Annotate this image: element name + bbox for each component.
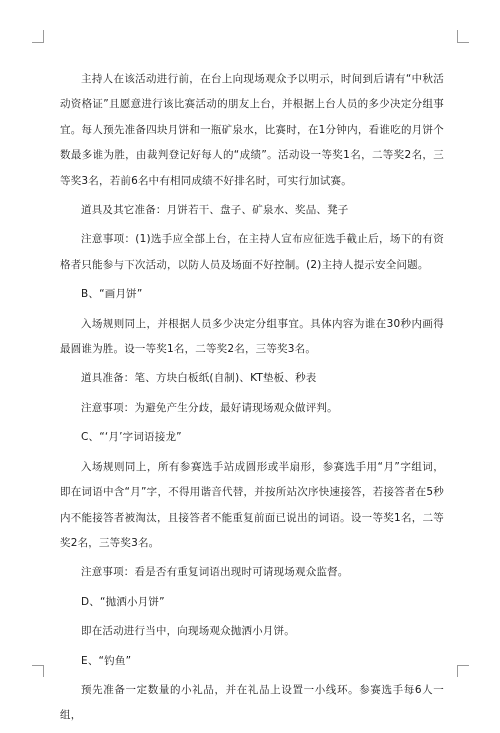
crop-mark-bottom-right-v: [457, 665, 458, 677]
crop-mark-top-right-h: [457, 42, 469, 43]
crop-mark-top-left-h: [32, 42, 44, 43]
paragraph-rules-b: 入场规则同上，并根据人员多少决定分组事宜。具体内容为谁在30秒内画得最圆谁为胜。设一等奖1名，二等奖2名，三等奖3名。: [60, 317, 444, 356]
section-heading-b: B、“画月饼”: [81, 288, 143, 301]
paragraph-content-d: 即在活动进行当中，向现场观众抛洒小月饼。: [81, 625, 295, 638]
paragraph-notes-b: 注意事项：为避免产生分歧，最好请现场观众做评判。: [81, 401, 338, 414]
paragraph-notes-a: 注意事项：(1)选手应全部上台，在主持人宣布应征选手截止后，场下的有资格者只能参与下次活动，以防人员及场面不好控制。(2)主持人提示安全问题。: [60, 233, 444, 271]
section-heading-e: E、“钓鱼”: [81, 654, 132, 667]
paragraph-content-e: 预先准备一定数量的小礼品，并在礼品上设置一小线环。参赛选手每6人一组，: [60, 683, 444, 722]
paragraph-notes-c: 注意事项：看是否有重复词语出现时可请现场观众监督。: [81, 566, 349, 579]
crop-mark-bottom-left-v: [43, 665, 44, 677]
crop-mark-bottom-right-h: [457, 665, 469, 666]
crop-mark-top-right-v: [457, 30, 458, 42]
section-heading-c: C、“‘月’字词语接龙”: [81, 431, 182, 444]
document-body: [60, 67, 444, 733]
paragraph-props-b: 道具准备：笔、方块白板纸(自制)、KT垫板、秒表: [81, 372, 317, 385]
section-heading-d: D、“抛洒小月饼”: [81, 595, 165, 608]
paragraph-host-intro: 主持人在该活动进行前，在台上向现场观众予以明示，时间到后请有“中秋活动资格证”且愿意进行该比赛活动的朋友上台，并根据上台人员的多少决定分组事宜。每人预先准备四块月饼和一瓶矿泉水，比赛时，在1分钟内，看谁吃的月饼个数最多谁为胜，由裁判登记好每人的“成绩”。活动设一等奖1名，二等奖2名，三等奖3名，若前6名中有相同成绩不好排名时，可实行加试赛。: [60, 73, 444, 187]
paragraph-rules-c: 入场规则同上，所有参赛选手站成圆形或半扇形，参赛选手用“月”字组词，即在词语中含“月”字，不得用谐音代替，并按所站次序快速接答，若接答者在5秒内不能接答者被淘汰，且接答者不能重复前面已说出的词语。设一等奖1名，二等奖2名，三等奖3名。: [60, 460, 444, 549]
crop-mark-top-left-v: [43, 30, 44, 42]
paragraph-props-a: 道具及其它准备：月饼若干、盘子、矿泉水、奖品、凳子: [81, 204, 349, 217]
